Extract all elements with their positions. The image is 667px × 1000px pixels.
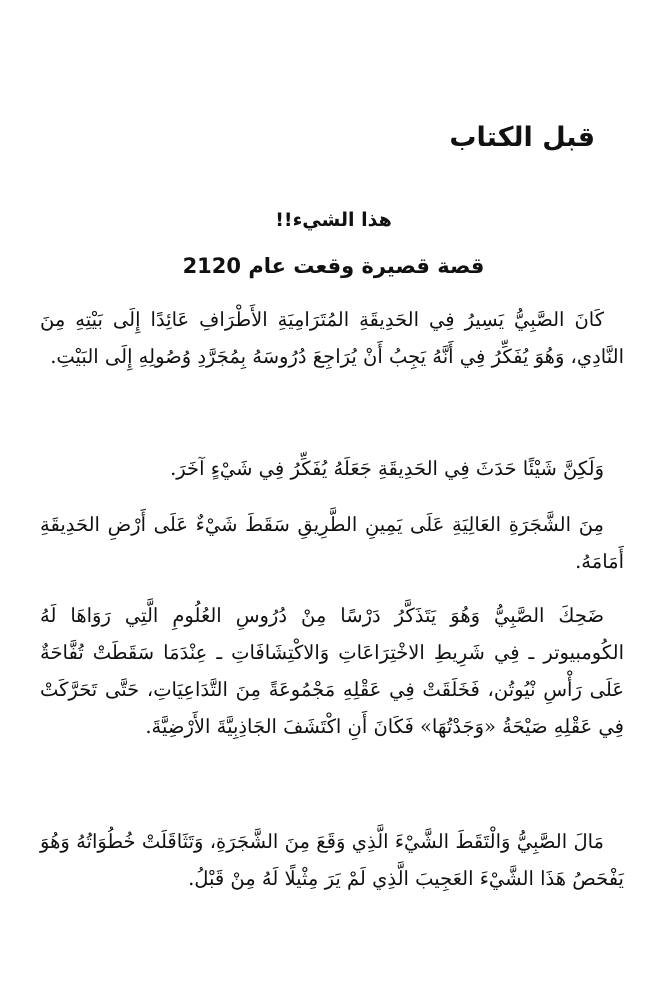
paragraph: كَانَ الصَّبِيُّ يَسِيرُ فِي الحَدِيقَةِ المُتَرَامِيَةِ الأَطْرَافِ عَائِدًا إِلَى بَيْتِهِ مِنَ النَّادِي، وَهُوَ يُفَكِّرُ فِي أَنَّهُ يَجِبُ أَنْ يُرَاجِعَ دُرُوسَهُ بِمُجَرَّدِ وُصُولِهِ إِلَى البَيْتِ. bbox=[40, 308, 624, 368]
story-heading: هذا الشيء!! bbox=[275, 209, 392, 231]
paragraph: مَالَ الصَّبِيُّ وَالْتَقَطَ الشَّيْءَ الَّذِي وَقَعَ مِنَ الشَّجَرَةِ، وَتَثَاقَلَتْ خُطُوَاتُهُ وَهُوَ يَفْحَصُ هَذَا الشَّيْءَ العَجِيبَ الَّذِي لَمْ يَرَ مِثْيلًا لَهُ مِنْ قَبْلُ. bbox=[40, 830, 624, 890]
chapter-title: قبل الكتاب bbox=[449, 122, 595, 153]
story-subheading: قصة قصيرة وقعت عام 2120 bbox=[182, 254, 485, 278]
paragraph: مِنَ الشَّجَرَةِ العَالِيَةِ عَلَى يَمِينِ الطَّرِيقِ سَقَطَ شَيْءٌ عَلَى أَرْضِ الحَدِيقَةِ أَمَامَهُ. bbox=[40, 513, 624, 573]
paragraph: وَلَكِنَّ شَيْئًا حَدَثَ فِي الحَدِيقَةِ جَعَلَهُ يُفَكِّرُ فِي شَيْءٍ آخَرَ. bbox=[170, 457, 604, 480]
paragraph: ضَحِكَ الصَّبِيُّ وَهُوَ يَتَذَكَّرُ دَرْسًا مِنْ دُرُوسِ العُلُومِ الَّتِي رَوَاهَا لَهُ الكُومبيوتر ـ فِي شَرِيطِ الاخْتِرَاعَاتِ وَالاكْتِشَافَاتِ ـ عِنْدَمَا سَقَطَتْ تُفَّاحَةٌ عَلَى رَأْسِ نْيُوتُن، فَخَلَقَتْ فِي عَقْلِهِ مَجْمُوعَةً مِنَ التَّدَاعِيَاتِ، حَتَّى تَحَرَّكَتْ فِي عَقْلِهِ صَيْحَةُ «وَجَدْتُهَا» فَكَانَ أَنِ اكْتَشَفَ الجَاذِبِيَّةَ الأَرْضِيَّةَ. bbox=[40, 604, 624, 738]
